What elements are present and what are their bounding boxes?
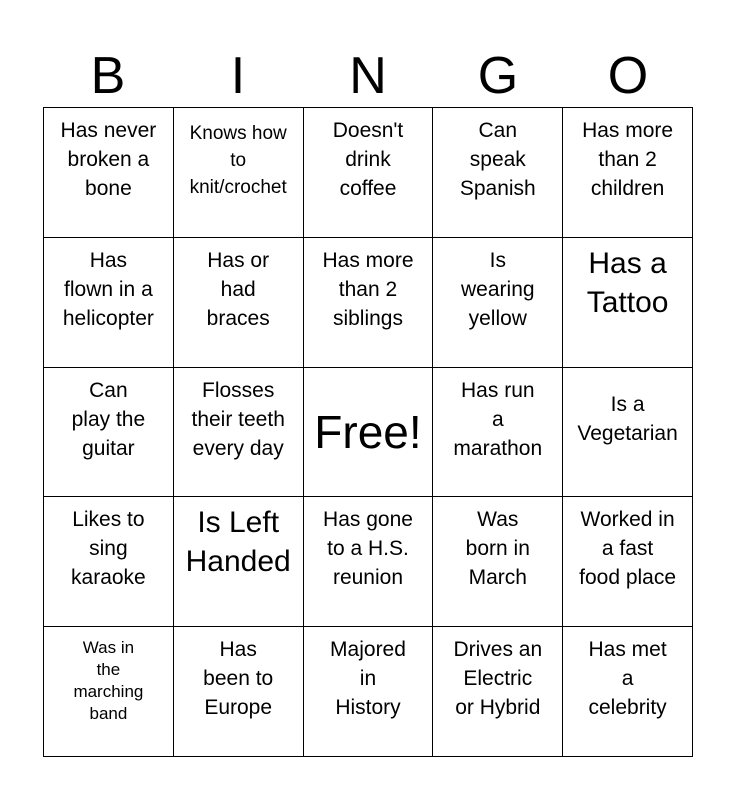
cell-text: Flosses their teeth every day — [191, 378, 285, 460]
bingo-cell[interactable] — [44, 368, 174, 498]
cell-text: Drives an Electric or Hybrid — [453, 638, 543, 720]
bingo-cell[interactable] — [433, 368, 563, 498]
cell-text: Can play the guitar — [71, 378, 146, 460]
cell-text: Doesn't drink coffee — [332, 119, 404, 200]
bingo-cell[interactable] — [563, 108, 693, 238]
cell-text: Was in the marching band — [73, 638, 144, 724]
header-letter-i: I — [230, 47, 246, 105]
cell-text: Has more than 2 siblings — [322, 248, 414, 330]
bingo-cell[interactable] — [304, 238, 434, 368]
cell-text: Has been to Europe — [203, 638, 274, 720]
bingo-cell[interactable] — [174, 368, 304, 498]
cell-text: Has never broken a bone — [60, 119, 157, 200]
cell-text: Has flown in a helicopter — [62, 248, 154, 330]
header-letter-n: N — [349, 47, 387, 105]
bingo-cell[interactable] — [433, 108, 563, 238]
cell-text: Likes to sing karaoke — [71, 508, 146, 590]
header-letter-b: B — [90, 47, 126, 105]
cell-text: Is wearing yellow — [461, 248, 535, 330]
cell-text: Is Left Handed — [185, 506, 291, 579]
bingo-cell[interactable] — [174, 627, 304, 757]
cell-text: Was born in March — [465, 508, 530, 590]
cell-text: Majored in History — [330, 638, 406, 720]
cell-text: Is a Vegetarian — [577, 392, 678, 445]
bingo-cell[interactable] — [174, 497, 304, 627]
cell-text: Has met a celebrity — [588, 638, 667, 720]
cell-text: Has or had braces — [206, 248, 270, 330]
bingo-cell[interactable] — [304, 108, 434, 238]
header-letter-o: O — [607, 47, 649, 105]
free-space-cell[interactable] — [304, 368, 434, 498]
bingo-cell[interactable] — [563, 368, 693, 498]
bingo-cell[interactable] — [563, 627, 693, 757]
cell-text: Can speak Spanish — [459, 119, 536, 200]
bingo-cell[interactable] — [563, 497, 693, 627]
bingo-cell[interactable] — [433, 627, 563, 757]
cell-text: Has run a marathon — [453, 378, 543, 460]
cell-text: Has more than 2 children — [582, 119, 674, 200]
bingo-cell[interactable] — [44, 108, 174, 238]
bingo-grid — [43, 107, 693, 757]
bingo-cell[interactable] — [304, 497, 434, 627]
cell-text: Worked in a fast food place — [579, 508, 677, 590]
cell-text: Has a Tattoo — [586, 246, 669, 319]
bingo-cell[interactable] — [304, 627, 434, 757]
bingo-cell[interactable] — [174, 238, 304, 368]
cell-text: Has gone to a H.S. reunion — [323, 508, 413, 590]
bingo-cell[interactable] — [44, 238, 174, 368]
bingo-cell[interactable] — [563, 238, 693, 368]
cell-text: Knows how to knit/crochet — [189, 123, 287, 198]
free-space-text: Free! — [314, 405, 422, 458]
bingo-cell[interactable] — [433, 238, 563, 368]
bingo-cell[interactable] — [44, 627, 174, 757]
bingo-header — [43, 44, 693, 108]
header-letter-g: G — [477, 47, 519, 105]
bingo-cell[interactable] — [174, 108, 304, 238]
bingo-cell[interactable] — [433, 497, 563, 627]
bingo-cell[interactable] — [44, 497, 174, 627]
